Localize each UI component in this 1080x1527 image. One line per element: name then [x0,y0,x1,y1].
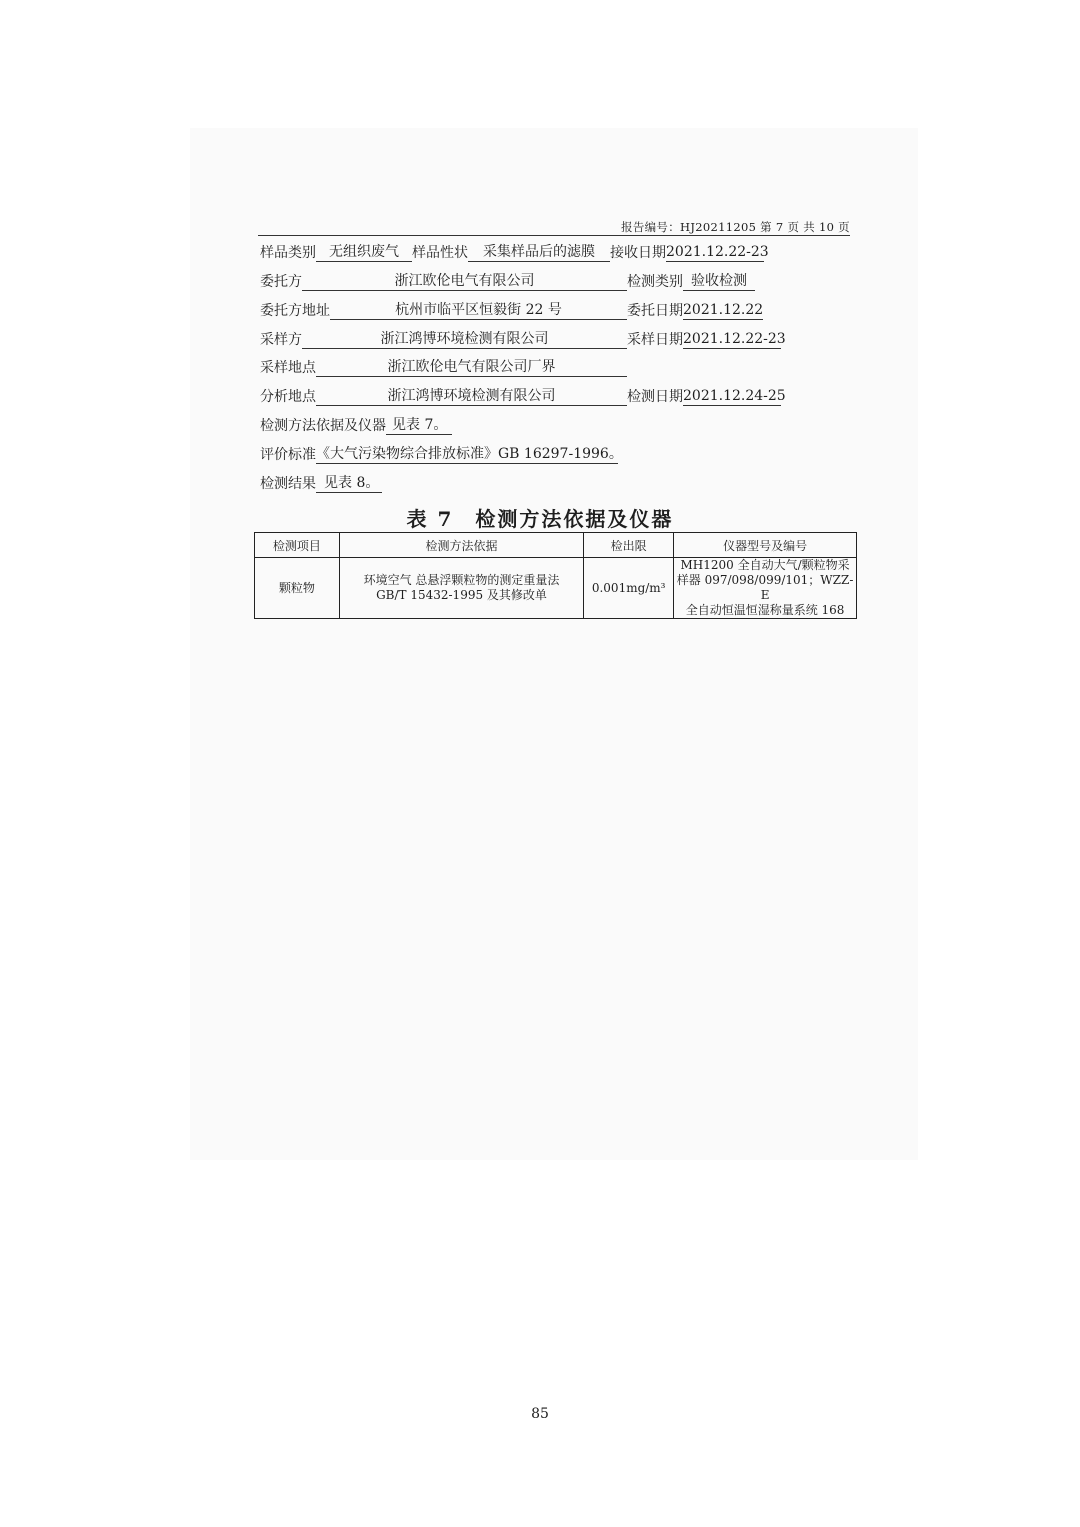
sample-nature-label: 样品性状 [412,245,468,261]
sampling-date-value: 2021.12.22-23 [683,331,786,347]
info-row-standard [260,445,623,465]
method-table [254,532,857,619]
commission-date-value: 2021.12.22 [683,302,764,318]
instrument-line-3: 全自动恒温恒湿称量系统 168 [685,603,845,617]
sampling-site-value: 浙江欧伦电气有限公司厂界 [316,358,627,377]
table-title: 表 7 检测方法依据及仪器 [406,507,674,531]
table-cell-method [339,558,583,619]
table-cell-item: 颗粒物 [255,558,340,619]
info-row-client [260,272,755,292]
standard-label: 评价标准 [260,447,316,463]
analysis-site-label: 分析地点 [260,389,316,405]
info-row-sample [260,243,769,263]
commission-date-label: 委托日期 [627,303,683,319]
test-date-value: 2021.12.24-25 [683,388,786,404]
method-label: 检测方法依据及仪器 [260,418,386,434]
report-number: 报告编号：HJ20211205 第 7 页 共 10 页 [621,220,850,234]
method-value: 见表 7。 [386,416,452,435]
table-cell-limit: 0.001mg/m³ [584,558,674,619]
client-address-label: 委托方地址 [260,303,330,319]
info-row-sampling-site [260,358,627,378]
receive-date-value: 2021.12.22-23 [666,244,769,260]
client-value: 浙江欧伦电气有限公司 [302,272,627,291]
method-line-1: 环境空气 总悬浮颗粒物的测定重量法 [363,573,560,587]
table-header-cell: 检出限 [584,533,674,558]
table-header-row [255,533,857,558]
test-type-value: 验收检测 [683,272,755,291]
info-row-analysis [260,387,786,407]
client-address-value: 杭州市临平区恒毅街 22 号 [330,301,627,320]
client-label: 委托方 [260,274,302,290]
table-header-cell: 检测方法依据 [339,533,583,558]
analysis-site-value: 浙江鸿博环境检测有限公司 [316,387,627,406]
test-date-label: 检测日期 [627,389,683,405]
sampling-site-label: 采样地点 [260,360,316,376]
table-header-cell: 检测项目 [255,533,340,558]
instrument-line-2: 样器 097/098/099/101；WZZ-E [676,573,854,602]
info-row-method [260,416,452,436]
standard-value: 《大气污染物综合排放标准》GB 16297-1996。 [316,446,623,462]
info-row-result [260,474,382,494]
instrument-line-1: MH1200 全自动大气/颗粒物采 [680,558,850,572]
sample-nature-value: 采集样品后的滤膜 [468,243,610,262]
sampler-label: 采样方 [260,332,302,348]
result-label: 检测结果 [260,476,316,492]
sample-category-value: 无组织废气 [316,243,412,262]
table-cell-instrument [674,558,857,619]
report-header [258,222,850,236]
info-row-address [260,301,763,321]
sampling-date-label: 采样日期 [627,332,683,348]
table-row [255,558,857,619]
method-line-2: GB/T 15432-1995 及其修改单 [376,588,547,602]
info-row-sampler [260,330,786,350]
result-value: 见表 8。 [316,474,382,493]
test-type-label: 检测类别 [627,274,683,290]
sampler-value: 浙江鸿博环境检测有限公司 [302,330,627,349]
sample-category-label: 样品类别 [260,245,316,261]
table-header-cell: 仪器型号及编号 [674,533,857,558]
receive-date-label: 接收日期 [610,245,666,261]
page-number: 85 [531,1406,549,1422]
